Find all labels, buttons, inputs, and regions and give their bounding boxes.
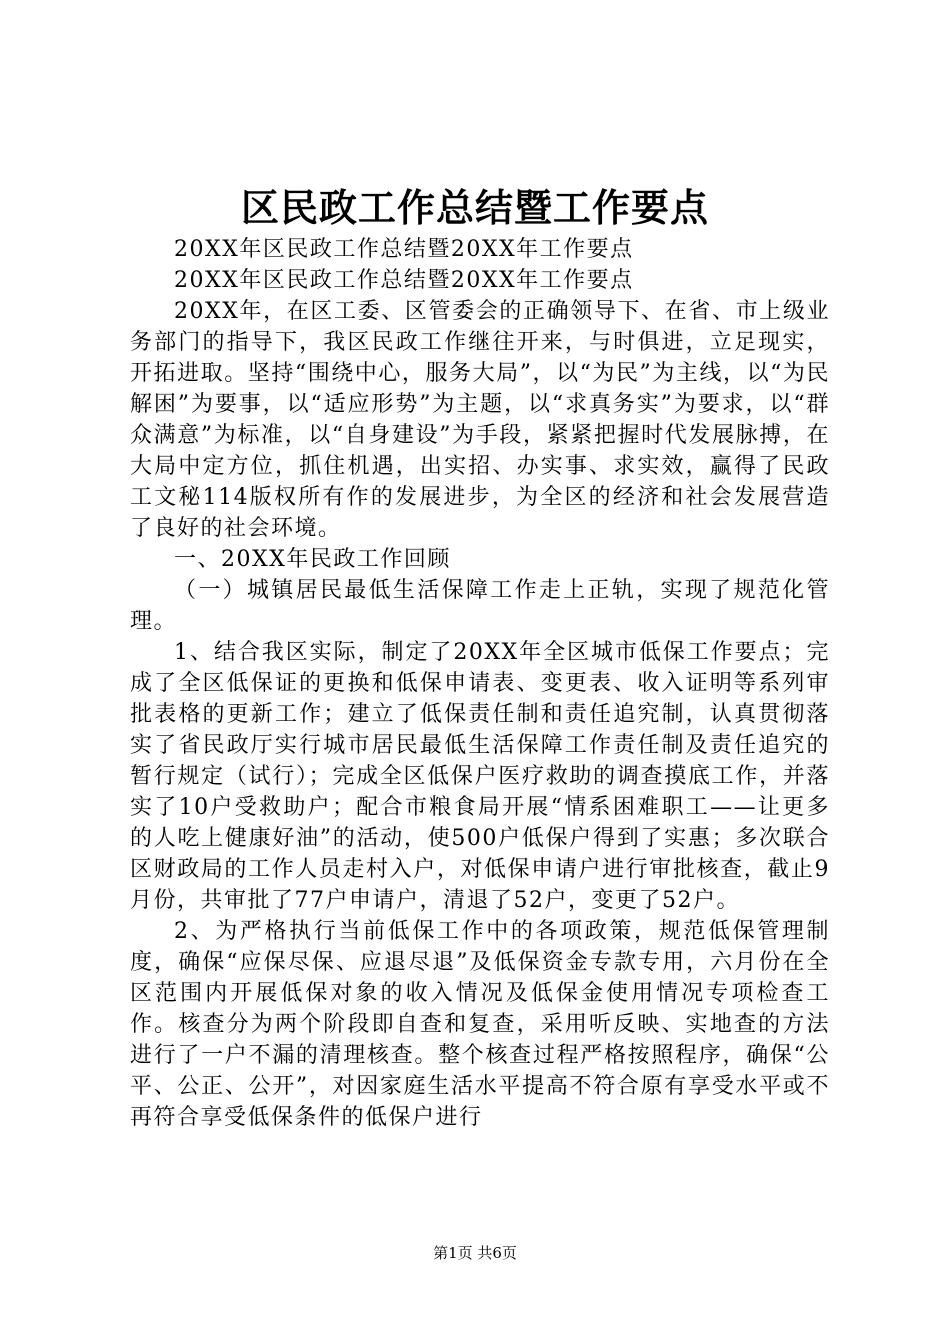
subtitle-line: 20XX年区民政工作总结暨20XX年工作要点 bbox=[174, 237, 634, 262]
body-paragraph: 20XX年，在区工委、区管委会的正确领导下、在省、市上级业务部门的指导下，我区民政工作继往开来，与时俱进，立足现实，开拓进取。坚持“围绕中心，服务大局”，以“为民”为主线，以“为民解困”为要事，以“适应形势”为主题，以“求真务实”为要求，以“群众满意”为标准，以“自身建设”为手段，紧紧把握时代发展脉搏，在大局中定方位，抓住机遇，出实招、办实事、求实效，赢得了民政工文秘114版权所有作的发展进步，为全区的经济和社会发展营造了良好的社会环境。 bbox=[130, 299, 830, 541]
subtitle-line: 20XX年区民政工作总结暨20XX年工作要点 bbox=[174, 268, 634, 293]
page-footer: 第1页 共6页 bbox=[433, 1244, 517, 1262]
section-heading: 一、20XX年民政工作回顾 bbox=[174, 547, 451, 572]
body-paragraph: 2、为严格执行当前低保工作中的各项政策，规范低保管理制度，确保“应保尽保、应退尽退”及低保资金专款专用，六月份在全区范围内开展低保对象的收入情况及低保金使用情况专项检查工作。核查分为两个阶段即自查和复查，采用听反映、实地查的方法进行了一户不漏的清理核查。整个核查过程严格按照程序，确保“公平、公正、公开”，对因家庭生活水平提高不符合原有享受水平或不再符合享受低保条件的低保户进行 bbox=[130, 919, 830, 1130]
document-title: 区民政工作总结暨工作要点 bbox=[240, 185, 709, 230]
body-paragraph: 1、结合我区实际，制定了20XX年全区城市低保工作要点；完成了全区低保证的更换和低保申请表、变更表、收入证明等系列审批表格的更新工作；建立了低保责任制和责任追究制，认真贯彻落实了省民政厅实行城市居民最低生活保障工作责任制及责任追究的暂行规定（试行）；完成全区低保户医疗救助的调查摸底工作，并落实了10户受救助户；配合市粮食局开展“情系困难职工——让更多的人吃上健康好油”的活动，使500户低保户得到了实惠；多次联合区财政局的工作人员走村入户，对低保申请户进行审批核查，截止9月份，共审批了77户申请户，清退了52户，变更了52户。 bbox=[130, 640, 830, 913]
subsection-heading: （一）城镇居民最低生活保障工作走上正轨，实现了规范化管理。 bbox=[130, 578, 830, 634]
document-body bbox=[130, 234, 830, 1133]
